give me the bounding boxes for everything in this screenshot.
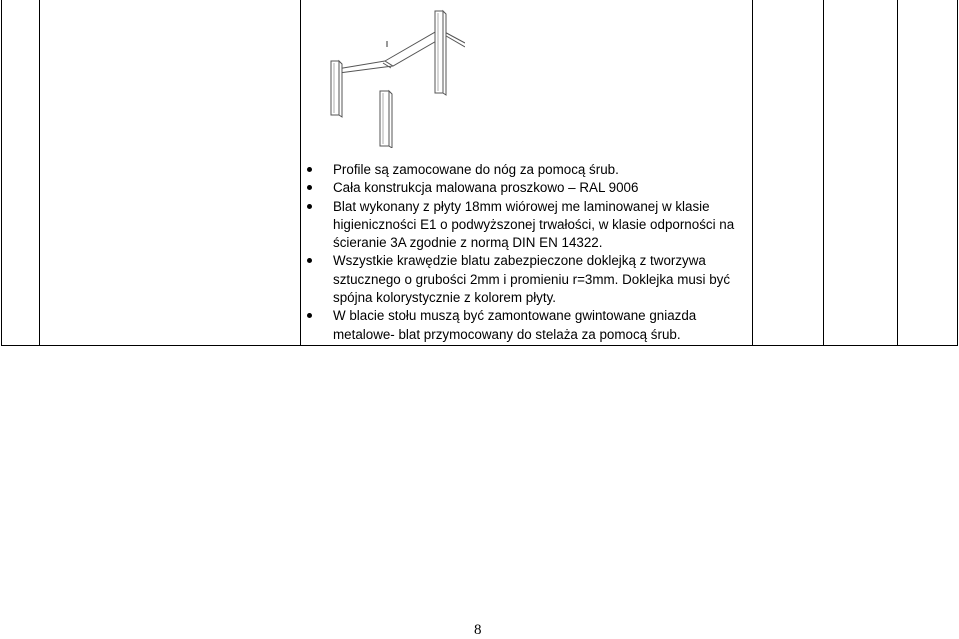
bullet-icon bbox=[307, 258, 312, 263]
list-item: Profile są zamocowane do nóg za pomocą śrub. bbox=[306, 161, 746, 179]
page-number: 8 bbox=[474, 622, 482, 638]
bullet-icon bbox=[307, 204, 312, 209]
table-column-divider bbox=[39, 0, 40, 346]
list-item: W blacie stołu muszą być zamontowane gwintowane gniazda metalowe- blat przymocowany do stelaża za pomocą śrub. bbox=[306, 307, 746, 344]
table-bottom-border bbox=[1, 345, 958, 346]
table-column-divider bbox=[897, 0, 898, 346]
list-item: Wszystkie krawędzie blatu zabezpieczone doklejką z tworzywa sztucznego o grubości 2mm i promieniu r=3mm. Doklejka musi być spójna kolorystycznie z kolorem płyty. bbox=[306, 252, 746, 307]
table-column-divider bbox=[823, 0, 824, 346]
table-frame-drawing bbox=[325, 3, 465, 148]
list-item: Cała konstrukcja malowana proszkowo – RAL 9006 bbox=[306, 179, 746, 197]
bullet-icon bbox=[307, 313, 312, 318]
table-column-divider bbox=[300, 0, 301, 346]
bullet-icon bbox=[307, 185, 312, 190]
table-border-left bbox=[1, 0, 2, 346]
requirements-list bbox=[306, 161, 746, 344]
bullet-icon bbox=[307, 167, 312, 172]
list-item: Blat wykonany z płyty 18mm wiórowej me laminowanej w klasie higieniczności E1 o podwyższonej trwałości, w klasie odporności na ścieranie 3A zgodnie z normą DIN EN 14322. bbox=[306, 198, 746, 253]
table-column-divider bbox=[752, 0, 753, 346]
table-border-right bbox=[957, 0, 958, 346]
